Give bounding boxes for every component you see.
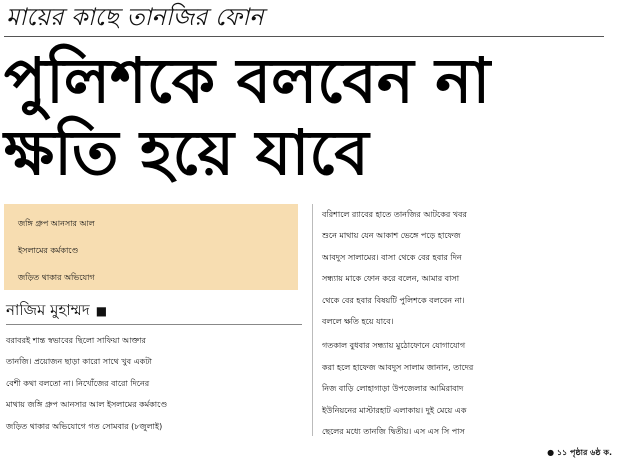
headline-line-2: ক্ষতি হয়ে যাবে [4, 116, 369, 189]
body-line: ছেলের মধ্যে তানজি দ্বিতীয়। এস এস সি পাস [322, 427, 465, 437]
highlight-line: জড়িত থাকার অভিযোগ [18, 273, 95, 282]
headline-line-1: পুলিশকে বলবেন না [4, 44, 491, 117]
body-line: সন্ধ্যায় মাকে ফোন করে বলেন, আমার বাসা [322, 274, 460, 284]
body-line: শুনে মাথায় যেন আকাশ ভেঙ্গে পড়ে হাফেজ [322, 231, 461, 241]
left-column-top-rule [6, 324, 302, 325]
body-line: থেকে বের হবার বিষয়টি পুলিশকে বলবেন না। [322, 295, 465, 305]
body-line: মাথায় জঙ্গি গ্রুপ আনসার আল ইসলামের কর্মকাণ্ডে [6, 400, 168, 410]
byline-author: নাজিম মুহাম্মদ [6, 301, 90, 319]
highlight-line: ইসলামের কর্মকাণ্ডে [18, 246, 79, 255]
body-line: তানজি। প্রয়োজন ছাড়া কারো সাথে খুব একটা [6, 357, 152, 367]
continued-on-page: ● ১১ পৃষ্ঠার ৬ষ্ঠ ক. [547, 448, 612, 458]
body-line: জড়িত থাকার অভিযোগে গত সোমবার (৮জুলাই) [6, 421, 163, 431]
highlight-line: জঙ্গি গ্রুপ আনসার আল [18, 219, 95, 228]
body-line: করা হলে হাফেজ আবদুস সালাম জানান, তাদের [322, 362, 474, 372]
byline [6, 300, 107, 321]
kicker-divider [4, 36, 604, 37]
left-column [6, 330, 306, 437]
body-line: বরাবরই শান্ত স্বভাবের ছিলো সাফিয়া আক্তার [6, 336, 146, 345]
kicker-text: মায়ের কাছে তানজির ফোন [6, 3, 264, 31]
body-line: ইউনিয়নের মাস্টারহাট এলাকায়। দুই মেয়ে এক [322, 405, 467, 415]
body-line: গতকাল বুধবার সন্ধ্যায় মুঠোফোনে যোগাযোগ [322, 341, 466, 351]
body-line: আবদুস সালামের। বাসা থেকে বের হবার দিন [322, 252, 462, 262]
right-column [322, 204, 622, 464]
body-line: বললে ক্ষতি হয়ে যাবে। [322, 317, 394, 327]
body-line: বরিশালে র‍্যাবের হাতে তানজির আটকের খবর [322, 210, 467, 219]
column-divider [312, 204, 313, 436]
byline-square-icon: ■ [95, 304, 108, 318]
body-line: বেশী কথা বলতো না। নিখোঁজের বারো দিনের [6, 378, 150, 388]
body-line: নিজ বাড়ি লোহাগাড়া উপজেলার আমিরাবাদ [322, 384, 464, 394]
highlight-box [4, 204, 298, 290]
